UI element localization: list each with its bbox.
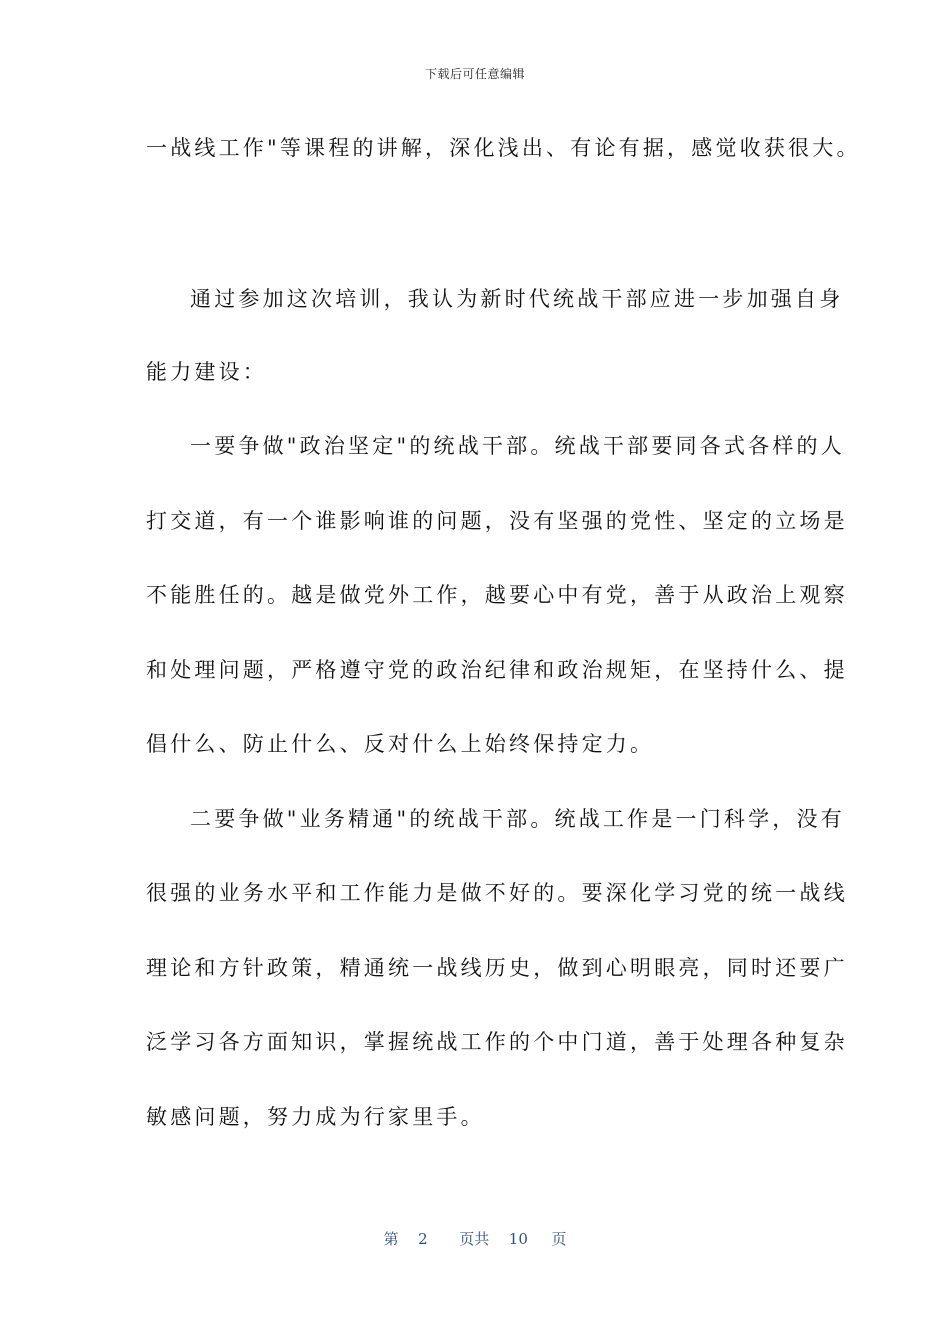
footer-total-pages: 10 [508,1230,528,1248]
text-line: 一战线工作"等课程的讲解，深化浅出、有论有据，感觉收获很大。 [146,136,861,160]
text-line: 很强的业务水平和工作能力是做不好的。要深化学习党的统一战线 [146,881,848,905]
page-footer [0,1229,950,1249]
footer-pages-label: 页 [551,1230,567,1248]
text-line: 倡什么、防止什么、反对什么上始终保持定力。 [146,732,655,756]
text-line: 和处理问题，严格遵守党的政治纪律和政治规矩，在坚持什么、提 [146,658,848,682]
footer-current-page: 2 [418,1230,428,1248]
text-line: 打交道，有一个谁影响谁的问题，没有坚强的党性、坚定的立场是 [146,509,848,533]
text-line: 敏感问题，努力成为行家里手。 [146,1105,485,1129]
footer-page-label: 第 [383,1230,399,1248]
text-line: 理论和方针政策，精通统一战线历史，做到心明眼亮，同时还要广 [146,956,848,980]
text-line: 一要争做"政治坚定"的统战干部。统战干部要同各式各样的人 [190,434,845,458]
text-line: 不能胜任的。越是做党外工作，越要心中有党，善于从政治上观察 [146,583,848,607]
text-line: 通过参加这次培训，我认为新时代统战干部应进一步加强自身 [190,287,844,311]
text-line: 能力建设： [146,360,267,384]
text-line: 二要争做"业务精通"的统战干部。统战工作是一门科学，没有 [190,807,845,831]
page-header: 下载后可任意编辑 [424,67,525,81]
footer-of-label: 页共 [459,1230,490,1248]
text-line: 泛学习各方面知识，掌握统战工作的个中门道，善于处理各种复杂 [146,1030,848,1054]
